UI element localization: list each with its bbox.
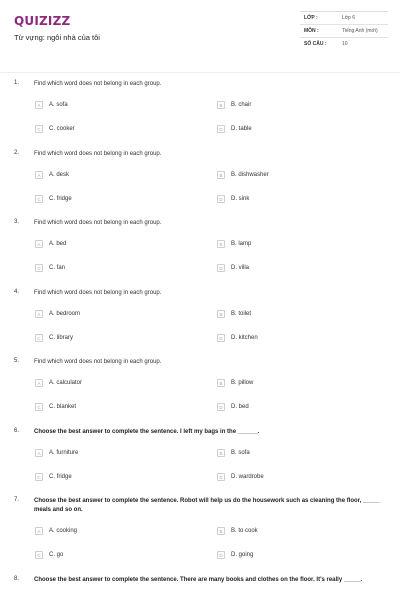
option-letter-box: D [217, 334, 225, 342]
question-text: Find which word does not belong in each group. [34, 290, 162, 296]
meta-value: 10 [342, 41, 348, 47]
option-text: A. sofa [49, 102, 68, 108]
answer-option-c[interactable] [35, 402, 76, 412]
option-letter-box: A [35, 171, 43, 179]
answer-option-a[interactable] [35, 170, 69, 180]
option-text: D. wardrobe [231, 474, 264, 480]
option-letter-box: D [217, 195, 225, 203]
option-text: A. bed [49, 241, 67, 247]
answer-option-c[interactable] [35, 333, 73, 343]
option-text: B. chair [231, 102, 252, 108]
option-text: C. fridge [49, 196, 72, 202]
meta-value: Tiếng Anh (mới) [342, 28, 378, 34]
answer-option-c[interactable] [35, 472, 72, 482]
meta-key: MÔN : [304, 28, 319, 34]
question-text: Find which word does not belong in each group. [34, 359, 162, 365]
option-text: D. kitchen [231, 335, 258, 341]
option-letter-box: C [35, 403, 43, 411]
option-letter-box: B [217, 240, 225, 248]
answer-option-b[interactable] [217, 309, 251, 319]
option-letter-box: C [35, 125, 43, 133]
answer-option-d[interactable] [217, 333, 258, 343]
option-text: C. fan [49, 265, 66, 271]
answer-option-b[interactable] [217, 170, 269, 180]
meta-row-count [300, 38, 388, 50]
answer-option-a[interactable] [35, 100, 68, 110]
question-text: Find which word does not belong in each group. [34, 81, 162, 87]
answer-option-d[interactable] [217, 263, 249, 273]
option-text: D. bed [231, 404, 249, 410]
option-letter-box: A [35, 527, 43, 535]
answer-option-c[interactable] [35, 550, 63, 560]
option-text: A. desk [49, 172, 70, 178]
option-letter-box: A [35, 240, 43, 248]
meta-key: SỐ CÂU : [304, 41, 327, 47]
option-text: B. to cook [231, 528, 258, 534]
option-text: A. cooking [49, 528, 78, 534]
meta-value: Lớp 6 [342, 15, 356, 21]
option-text: D. going [231, 552, 254, 558]
option-letter-box: C [35, 473, 43, 481]
question-text: Find which word does not belong in each group. [34, 220, 162, 226]
option-letter-box: B [217, 310, 225, 318]
option-text: C. blanket [49, 404, 77, 410]
option-text: C. cooker [49, 126, 75, 132]
option-letter-box: B [217, 379, 225, 387]
answer-option-c[interactable] [35, 194, 72, 204]
meta-row-subject [300, 25, 388, 38]
answer-option-d[interactable] [217, 550, 253, 560]
option-letter-box: D [217, 264, 225, 272]
option-letter-box: B [217, 101, 225, 109]
answer-option-b[interactable] [217, 526, 258, 536]
page-title: Từ vựng: ngôi nhà của tôi [14, 33, 100, 42]
option-letter-box: B [217, 527, 225, 535]
question-number: 6. [14, 428, 20, 434]
answer-option-b[interactable] [217, 378, 253, 388]
option-letter-box: C [35, 195, 43, 203]
option-letter-box: B [217, 449, 225, 457]
answer-option-d[interactable] [217, 472, 264, 482]
option-text: D. table [231, 126, 252, 132]
option-text: B. sofa [231, 450, 250, 456]
option-text: A. bedroom [49, 311, 81, 317]
answer-option-d[interactable] [217, 402, 249, 412]
answer-option-b[interactable] [217, 448, 250, 458]
option-letter-box: B [217, 171, 225, 179]
option-text: B. dishwasher [231, 172, 269, 178]
option-text: B. pillow [231, 380, 254, 386]
option-letter-box: A [35, 379, 43, 387]
question-number: 5. [14, 358, 20, 364]
answer-option-c[interactable] [35, 124, 75, 134]
option-text: C. fridge [49, 474, 72, 480]
option-letter-box: D [217, 473, 225, 481]
question-number: 2. [14, 150, 20, 156]
option-text: A. furniture [49, 450, 79, 456]
option-letter-box: C [35, 334, 43, 342]
option-letter-box: C [35, 551, 43, 559]
option-letter-box: D [217, 403, 225, 411]
option-letter-box: D [217, 125, 225, 133]
meta-table [300, 11, 388, 50]
answer-option-d[interactable] [217, 124, 252, 134]
answer-option-d[interactable] [217, 194, 249, 204]
option-text: B. lamp [231, 241, 252, 247]
option-letter-box: D [217, 551, 225, 559]
answer-option-a[interactable] [35, 448, 78, 458]
question-text: Find which word does not belong in each group. [34, 151, 162, 157]
meta-key: LỚP : [304, 15, 318, 21]
answer-option-a[interactable] [35, 239, 66, 249]
question-number: 7. [14, 497, 20, 503]
option-text: A. calculator [49, 380, 83, 386]
option-letter-box: A [35, 310, 43, 318]
logo: QUIZIZZ [14, 14, 71, 28]
option-letter-box: A [35, 101, 43, 109]
answer-option-b[interactable] [217, 100, 251, 110]
answer-option-a[interactable] [35, 526, 77, 536]
option-text: C. library [49, 335, 74, 341]
answer-option-b[interactable] [217, 239, 251, 249]
option-text: D. sink [231, 196, 250, 202]
option-text: B. toilet [231, 311, 252, 317]
question-number: 8. [14, 576, 20, 582]
answer-option-a[interactable] [35, 378, 82, 388]
question-text: Choose the best answer to complete the sentence. I left my bags in the ______. [34, 429, 260, 435]
answer-option-c[interactable] [35, 263, 65, 273]
header-divider [0, 72, 400, 73]
option-letter-box: C [35, 264, 43, 272]
question-number: 4. [14, 289, 20, 295]
option-letter-box: A [35, 449, 43, 457]
question-text: Choose the best answer to complete the sentence. There are many books and clothes on the floor. It's really _____. [34, 577, 363, 583]
question-text: Choose the best answer to complete the sentence. Robot will help us do the housework such as cleaning the floor, _____ meals and so on. [34, 498, 380, 513]
option-text: C. go [49, 552, 64, 558]
question-number: 3. [14, 219, 20, 225]
meta-row-grade [300, 12, 388, 25]
option-text: D. villa [231, 265, 250, 271]
answer-option-a[interactable] [35, 309, 80, 319]
question-number: 1. [14, 80, 20, 86]
